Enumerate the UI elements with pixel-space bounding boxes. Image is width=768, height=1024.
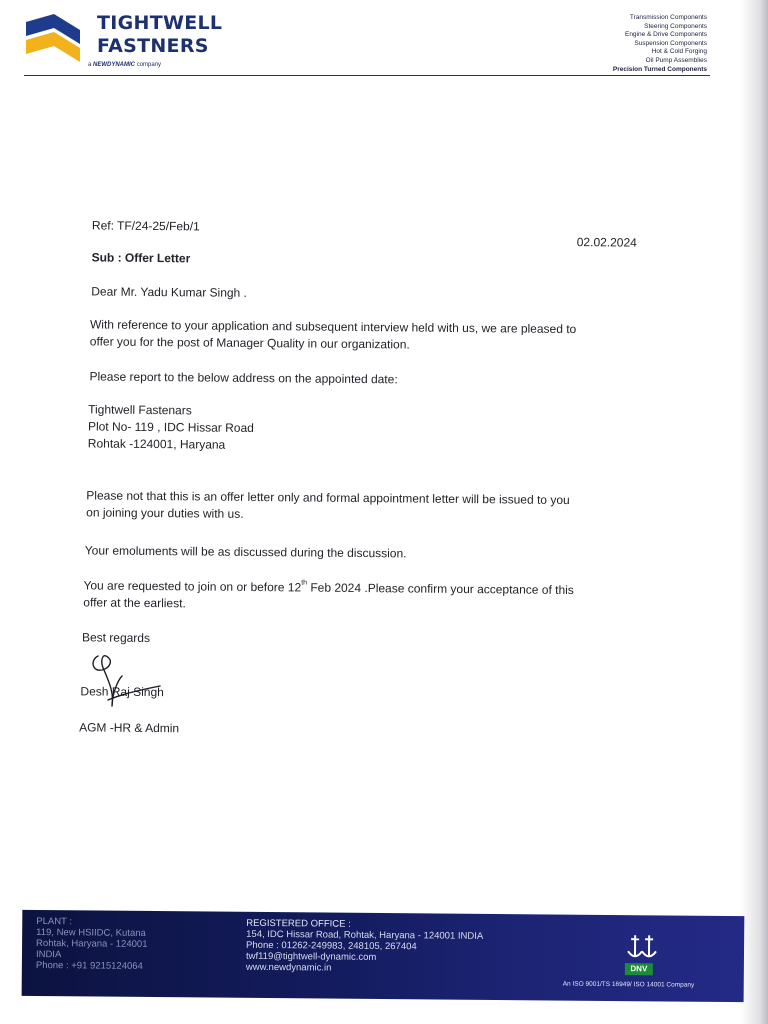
- plant-line: Phone : +91 9215124064: [35, 959, 143, 972]
- reference-number: Ref: TF/24-25/Feb/1: [91, 218, 200, 234]
- address-line: Rohtak -124001, Haryana: [87, 436, 226, 452]
- footer-band: [22, 910, 745, 1002]
- office-email: twf119@tightwell-dynamic.com: [245, 950, 377, 963]
- product-item: Oil Pump Assemblies: [645, 56, 707, 64]
- brand-line-2: FASTNERS: [97, 35, 209, 57]
- office-website: www.newdynamic.in: [245, 961, 332, 974]
- address-line: Plot No- 119 , IDC Hissar Road: [87, 419, 254, 435]
- registered-office: [246, 918, 484, 975]
- salutation: Dear Mr. Yadu Kumar Singh .: [91, 284, 248, 300]
- paragraph-line: Your emoluments will be as discussed during the discussion.: [84, 543, 407, 561]
- product-item: Engine & Drive Components: [624, 31, 707, 39]
- office-line: 154, IDC Hissar Road, Rohtak, Haryana - 124001 INDIA: [246, 928, 484, 942]
- office-heading: REGISTERED OFFICE :: [246, 917, 351, 930]
- address-line: Tightwell Fastenars: [88, 402, 192, 418]
- brand-tagline-company: NEWDYNAMIC: [93, 62, 136, 68]
- paragraph-line: With reference to your application and subsequent interview held with us, we are pleased to: [89, 317, 577, 337]
- join-text-superscript: th: [301, 579, 308, 587]
- paragraph-line: on joining your duties with us.: [86, 505, 244, 521]
- join-text-after: Feb 2024 .Please confirm your acceptance of this: [306, 580, 574, 598]
- product-item: Hot & Cold Forging: [651, 48, 707, 56]
- letter-date: 02.02.2024: [576, 235, 637, 250]
- paragraph-line: offer at the earliest.: [83, 595, 186, 611]
- paragraph-line: Please report to the below address on the appointed date:: [89, 369, 398, 387]
- paragraph-line: offer you for the post of Manager Quality in our organization.: [89, 334, 410, 352]
- paragraph-line: Please not that this is an offer letter only and formal appointment letter will be issued to you: [86, 488, 570, 508]
- product-item: Transmission Components: [629, 14, 707, 21]
- plant-line: 119, New HSIIDC, Kutana: [36, 926, 146, 939]
- product-item: Precision Turned Components: [612, 65, 707, 73]
- office-line: Phone : 01262-249983, 248105, 267404: [246, 939, 417, 953]
- brand-tagline-suffix: company: [136, 62, 162, 68]
- dnv-badge: DNV: [625, 963, 653, 975]
- product-item: Steering Components: [644, 22, 707, 30]
- closing: Best regards: [81, 630, 151, 646]
- signatory-name: Desh Raj Singh: [80, 684, 164, 700]
- subject-line: Sub : Offer Letter: [91, 250, 191, 266]
- certification-text: An ISO 9001/TS 16949/ ISO 14001 Company: [562, 980, 695, 989]
- plant-line: INDIA: [35, 948, 62, 961]
- product-item: Suspension Components: [634, 39, 707, 47]
- handwritten-signature: [88, 650, 168, 720]
- plant-address: [36, 916, 148, 972]
- signatory-title: AGM -HR & Admin: [79, 720, 180, 736]
- brand-line-1: TIGHTWELL: [97, 12, 223, 34]
- join-text-before: You are requested to join on or before 12: [83, 578, 302, 595]
- plant-line: PLANT :: [36, 915, 73, 928]
- plant-line: Rohtak, Haryana - 124001: [36, 937, 148, 950]
- brand-tagline-prefix: a: [88, 62, 92, 68]
